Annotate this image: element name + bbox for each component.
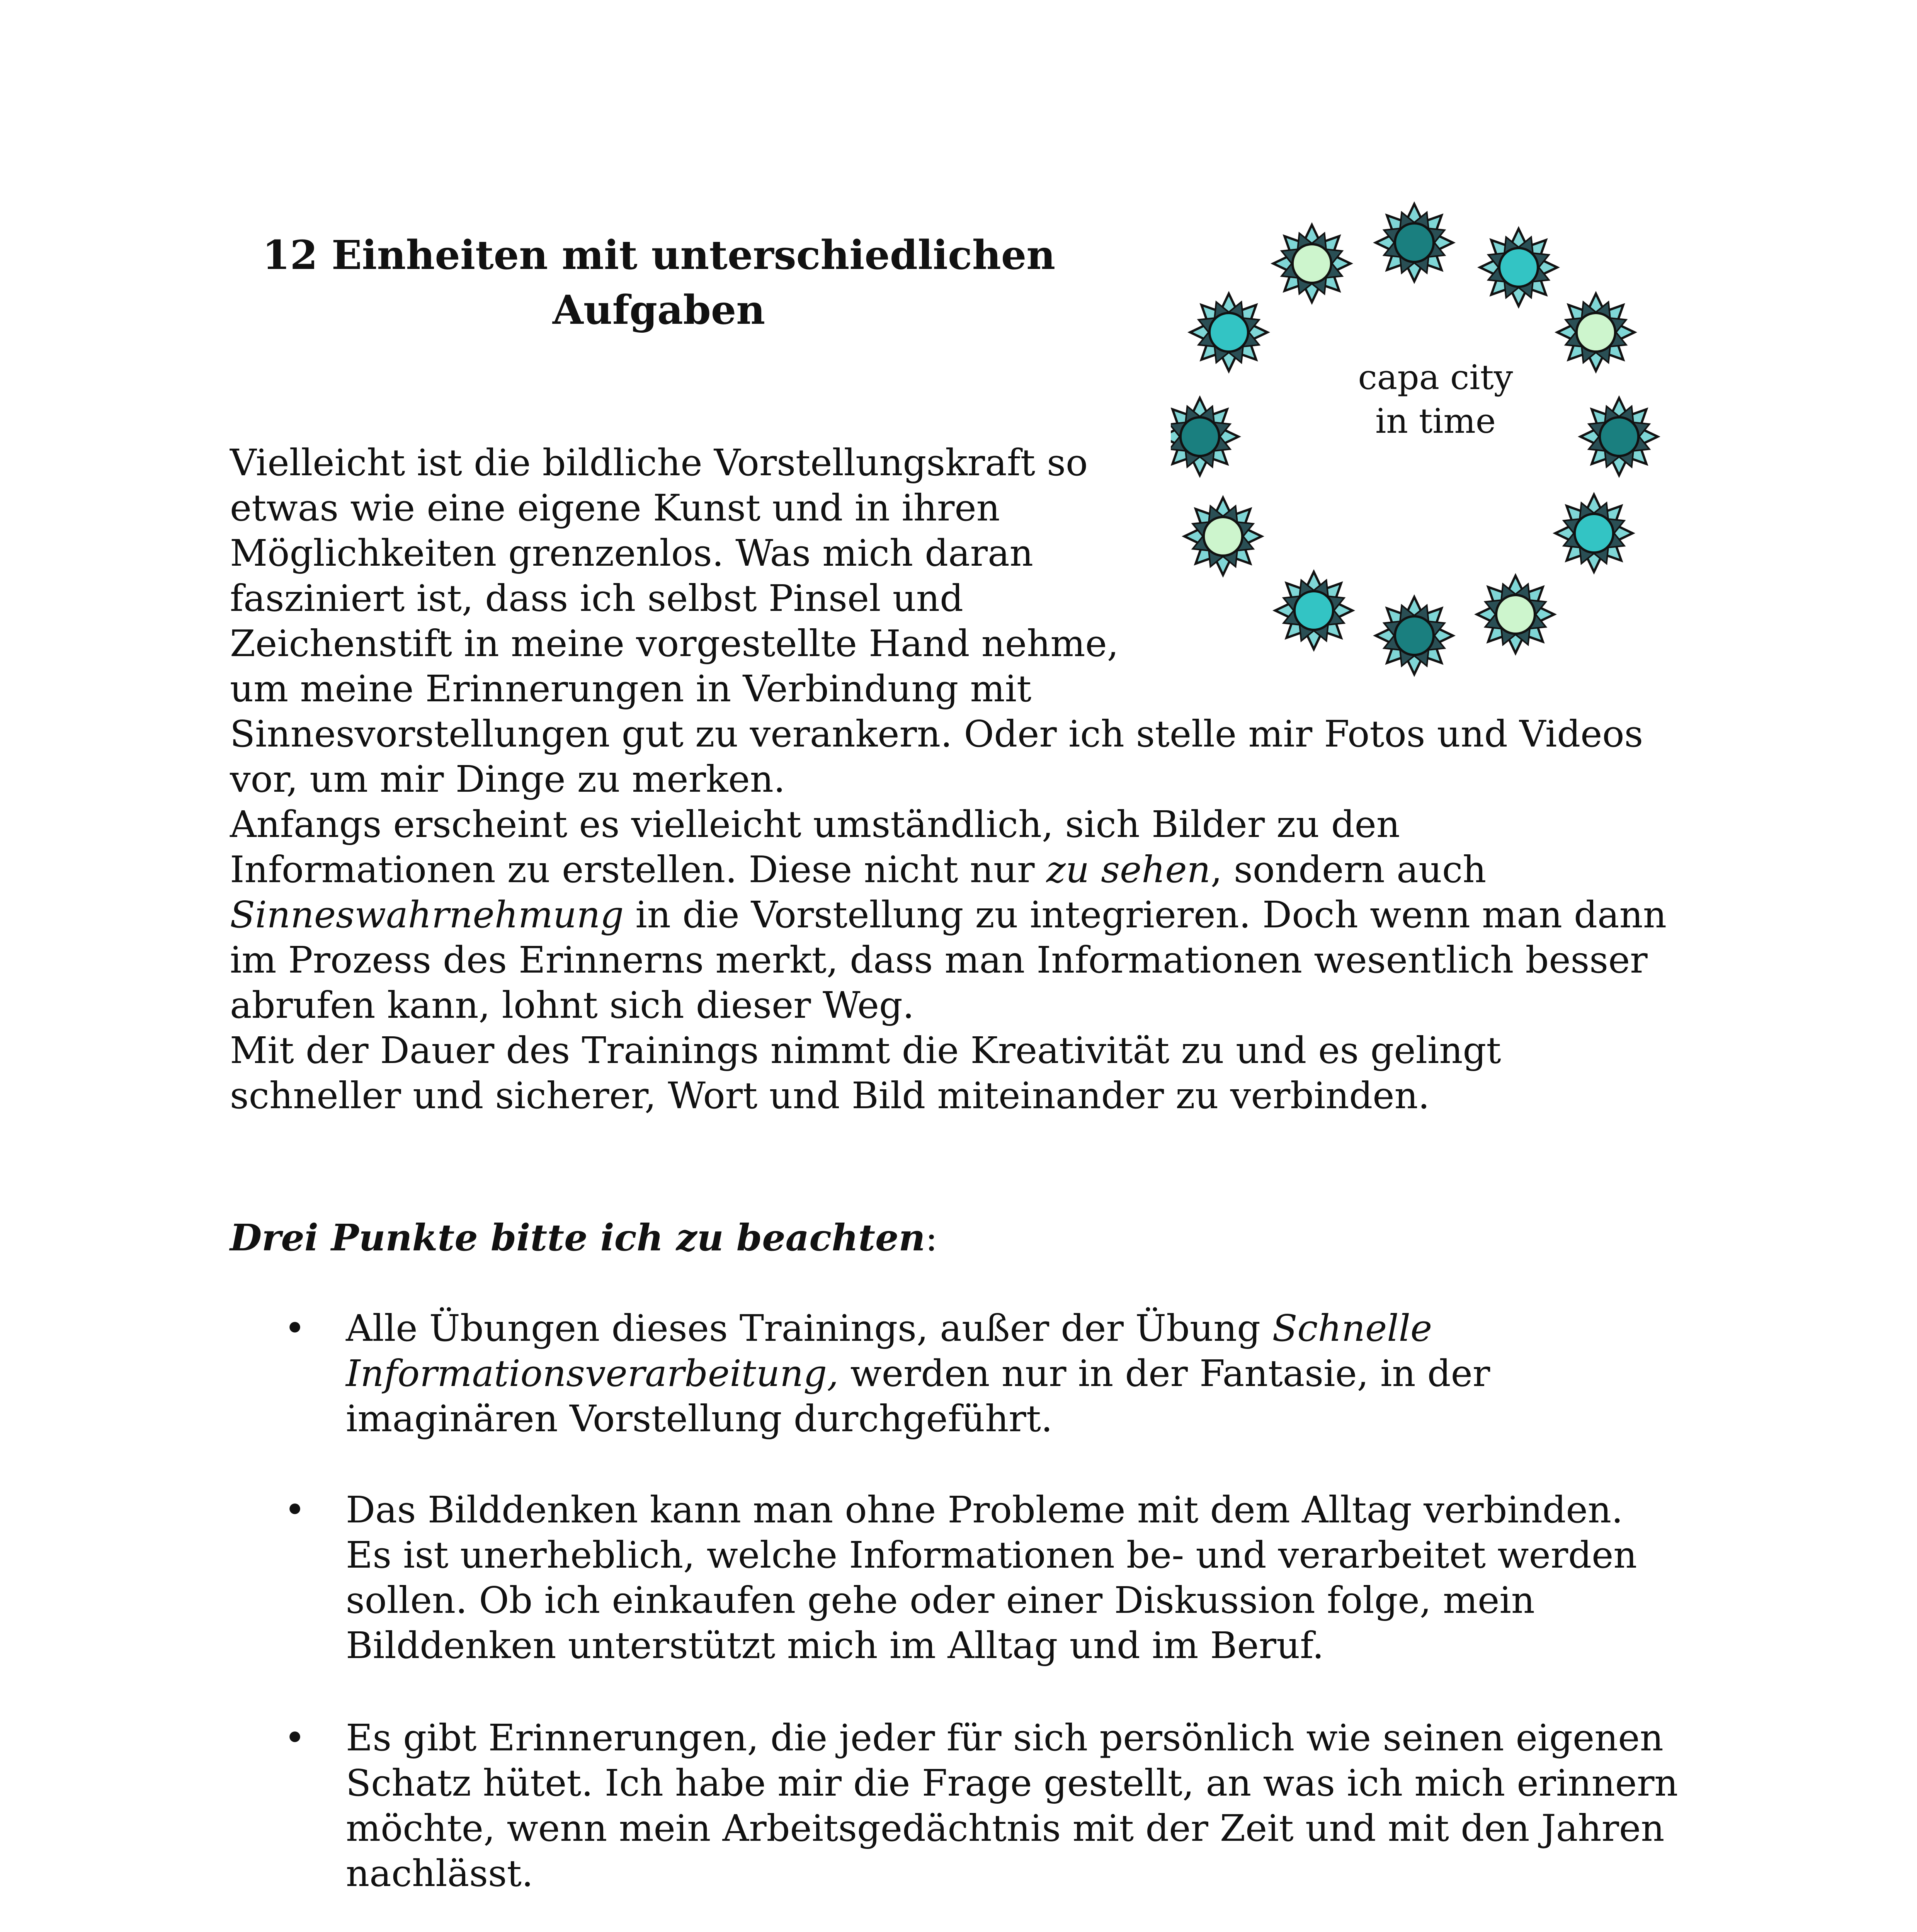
logo-caption-line-2: in time [1375,401,1496,441]
intro-line: Mit der Dauer des Trainings nimmt die Kreativität zu und es gelingt [230,1029,1501,1072]
intro-line: vor, um mir Dinge zu merken. [230,758,786,801]
bullet-text [346,1716,1737,1896]
intro-emphasis: Sinneswahrnehmung [230,894,624,936]
bullet-text-part: werden nur in der Fantasie, in der [839,1352,1490,1395]
intro-emphasis: zu sehen [1046,849,1211,891]
intro-paragraph [230,440,1729,1119]
bullet-item [230,1716,1737,1901]
intro-line: abrufen kann, lohnt sich dieser Weg. [230,984,914,1027]
intro-line: Zeichenstift in meine vorgestellte Hand nehme, [230,622,1119,665]
title-line-2: Aufgaben [552,287,765,333]
sun-icon [1190,294,1267,371]
bullet-icon: • [284,1717,306,1759]
section-heading-text: Drei Punkte bitte ich zu beachten [230,1216,925,1259]
bullet-text [346,1488,1737,1668]
bullet-icon: • [284,1489,306,1531]
bullet-line [346,1351,1737,1396]
intro-line: Sinnesvorstellungen gut zu verankern. Oder ich stelle mir Fotos und Videos [230,713,1643,755]
page-title [230,228,1088,338]
bullet-item [230,1488,1737,1673]
logo-caption-line-1: capa city [1358,357,1513,397]
intro-line [230,893,1729,938]
intro-line: Möglichkeiten grenzenlos. Was mich daran [230,532,1033,575]
section-heading-colon: : [925,1217,938,1259]
intro-text: in die Vorstellung zu integrieren. Doch wenn man dann [624,894,1667,936]
bullet-line: sollen. Ob ich einkaufen gehe oder einer Diskussion folge, mein [346,1579,1535,1622]
bullet-emphasis: Informationsverarbeitung, [346,1352,839,1395]
intro-line: im Prozess des Erinnerns merkt, dass man Informationen wesentlich besser [230,939,1648,981]
bullet-icon: • [284,1307,306,1350]
intro-line: um meine Erinnerungen in Verbindung mit [230,668,1032,710]
logo-caption [1302,355,1569,443]
bullet-text [346,1306,1737,1442]
bullet-emphasis: Schnelle [1272,1307,1432,1350]
sun-icon [1480,229,1557,306]
bullet-line: Das Bilddenken kann man ohne Probleme mit dem Alltag verbinden. [346,1489,1623,1531]
sun-icon [1273,225,1351,302]
bullet-item [230,1306,1737,1445]
intro-line: etwas wie eine eigene Kunst und in ihren [230,487,1000,529]
bullet-line: möchte, wenn mein Arbeitsgedächtnis mit der Zeit und mit den Jahren [346,1807,1665,1850]
bullet-line: Es gibt Erinnerungen, die jeder für sich persönlich wie seinen eigenen [346,1717,1664,1759]
sun-icon [1557,294,1635,371]
intro-line: Vielleicht ist die bildliche Vorstellungskraft so [230,442,1088,484]
intro-text: Informationen zu erstellen. Diese nicht nur [230,849,1046,891]
bullet-line: imaginären Vorstellung durchgeführt. [346,1398,1053,1440]
bullet-text-part: Alle Übungen dieses Trainings, außer der Übung [346,1307,1272,1350]
bullet-line: Es ist unerheblich, welche Informationen be- und verarbeitet werden [346,1534,1637,1577]
bullet-line: nachlässt. [346,1852,534,1895]
title-line-1: 12 Einheiten mit unterschiedlichen [262,232,1056,279]
section-heading [230,1215,938,1261]
bullet-line: Bilddenken unterstützt mich im Alltag und im Beruf. [346,1624,1324,1667]
intro-line: Anfangs erscheint es vielleicht umständlich, sich Bilder zu den [230,803,1400,846]
intro-line [230,847,1729,893]
intro-line: fasziniert ist, dass ich selbst Pinsel und [230,577,963,620]
sun-icon [1376,204,1453,281]
bullet-line [346,1306,1737,1351]
intro-text: , sondern auch [1210,849,1487,891]
bullet-line: Schatz hütet. Ich habe mir die Frage gestellt, an was ich mich erinnern [346,1762,1678,1804]
intro-line: schneller und sicherer, Wort und Bild miteinander zu verbinden. [230,1075,1430,1117]
